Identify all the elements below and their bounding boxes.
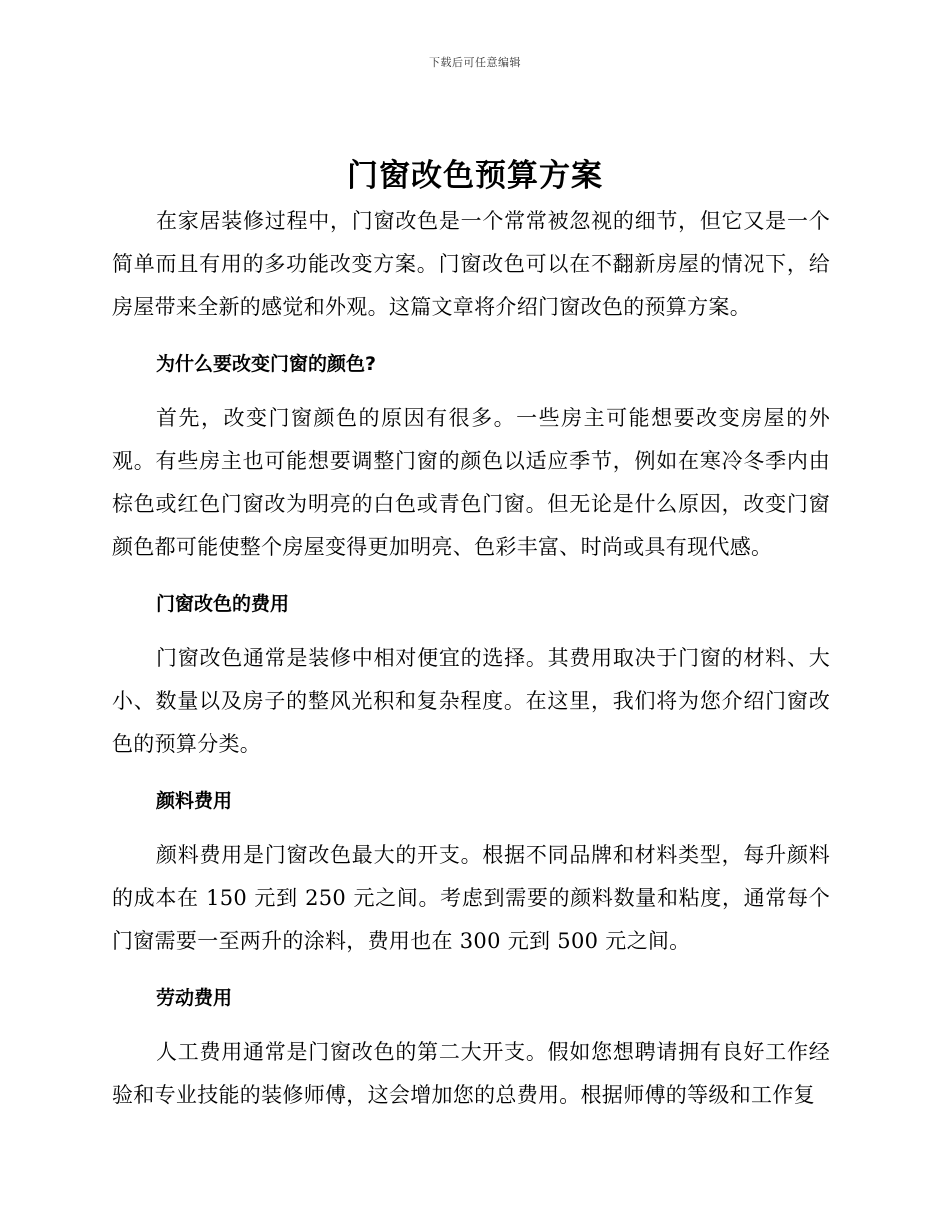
section-paragraph: 门窗改色通常是装修中相对便宜的选择。其费用取决于门窗的材料、大小、数量以及房子的整风光积和复杂程度。在这里，我们将为您介绍门窗改色的预算分类。 [112,646,830,756]
section-heading: 劳动费用 [156,987,233,1009]
section-why-change-color [112,352,830,569]
section-labor-cost [112,986,830,1117]
section-paragraph: 人工费用通常是门窗改色的第二大开支。假如您想聘请拥有良好工作经验和专业技能的装修师傅，这会增加您的总费用。根据师傅的等级和工作复 [112,1040,830,1107]
section-cost [112,592,830,766]
section-paragraph: 颜料费用是门窗改色最大的开支。根据不同品牌和材料类型，每升颜料的成本在 150 元到 250 元之间。考虑到需要的颜料数量和粘度，通常每个门窗需要一至两升的涂料，费用也在 300 元到 500 元之间。 [112,843,830,953]
document-title: 门窗改色预算方案 [347,158,603,194]
section-paragraph: 首先，改变门窗颜色的原因有很多。一些房主可能想要改变房屋的外观。有些房主也可能想要调整门窗的颜色以适应季节，例如在寒冷冬季内由棕色或红色门窗改为明亮的白色或青色门窗。但无论是什么原因，改变门窗颜色都可能使整个房屋变得更加明亮、色彩丰富、时尚或具有现代感。 [112,406,830,559]
header-note: 下载后可任意编辑 [429,56,521,69]
intro-paragraph: 在家居装修过程中，门窗改色是一个常常被忽视的细节，但它又是一个简单而且有用的多功能改变方案。门窗改色可以在不翻新房屋的情况下，给房屋带来全新的感觉和外观。这篇文章将介绍门窗改色的预算方案。 [112,209,830,319]
section-heading: 为什么要改变门窗的颜色? [156,353,377,375]
section-heading: 门窗改色的费用 [156,593,290,615]
section-heading: 颜料费用 [156,790,233,812]
section-paint-cost [112,789,830,963]
document-body [112,200,830,1117]
